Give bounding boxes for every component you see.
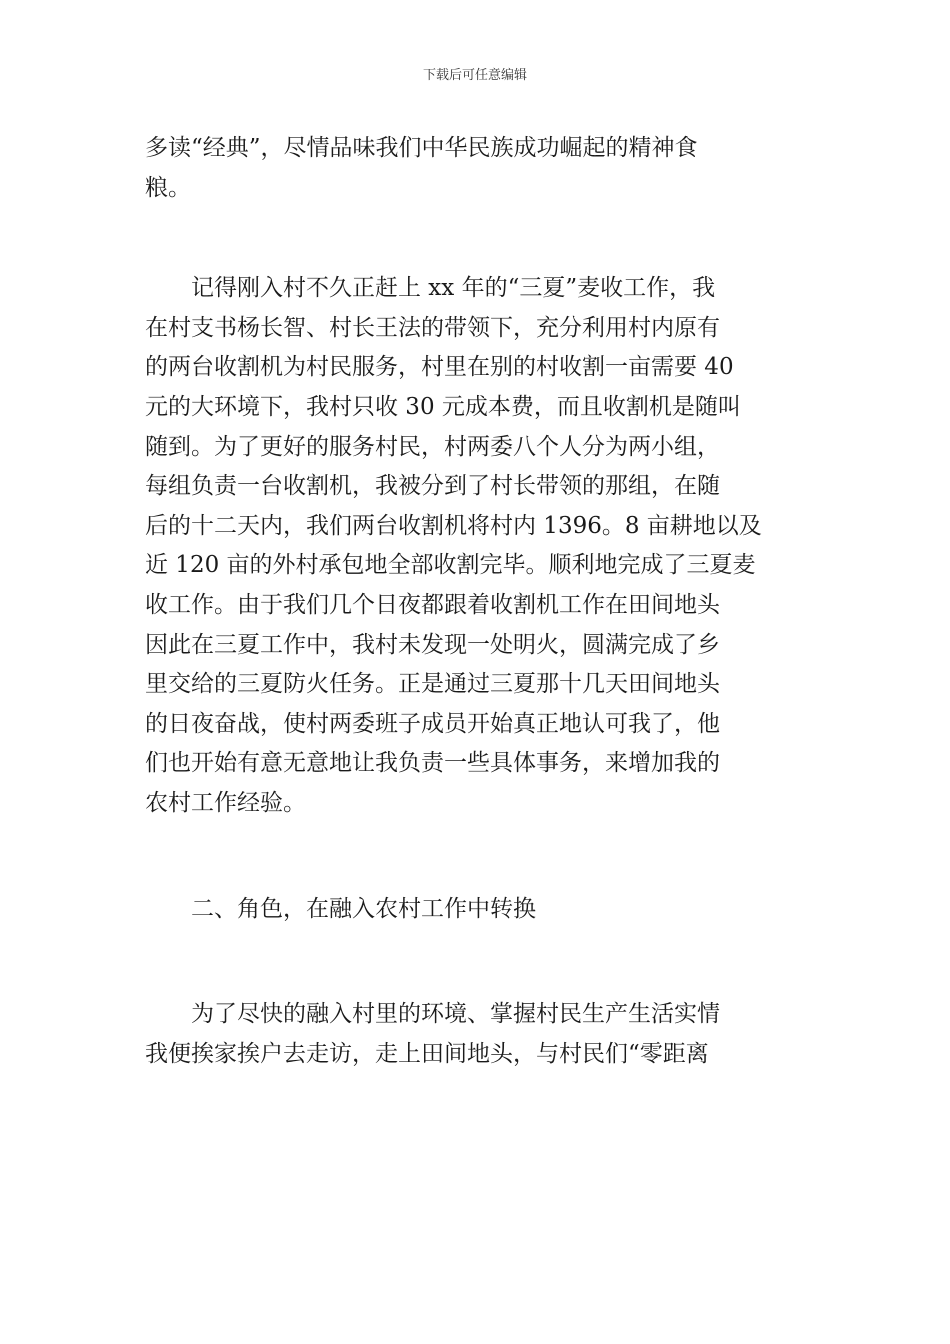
page-header: 下载后可任意编辑 (422, 68, 527, 83)
text-line: 农村工作经验。 (145, 789, 306, 816)
paragraph-gap (145, 208, 810, 269)
text-line: 近 120 亩的外村承包地全部收割完毕。顺利地完成了三夏麦 (145, 552, 756, 579)
text-line: 为了尽快的融入村里的环境、掌握村民生产生活实情 (191, 1001, 720, 1028)
text-line: 随到。为了更好的服务村民，村两委八个人分为两小组， (145, 433, 720, 460)
text-line: 的日夜奋战，使村两委班子成员开始真正地认可我了，他 (145, 710, 720, 737)
section-heading (145, 890, 810, 930)
text-line: 后的十二天内，我们两台收割机将村内 1396。8 亩耕地以及 (145, 512, 762, 539)
paragraph-1 (145, 129, 810, 208)
text-line: 记得刚入村不久正赶上 xx 年的“三夏”麦收工作，我 (191, 275, 716, 302)
text-line: 每组负责一台收割机，我被分到了村长带领的那组，在随 (145, 473, 720, 500)
text-line: 里交给的三夏防火任务。正是通过三夏那十几天田间地头 (145, 671, 720, 698)
document-body (145, 129, 810, 1074)
text-line: 多读“经典”，尽情品味我们中华民族成功崛起的精神食 (145, 135, 698, 161)
text-line: 元的大环境下，我村只收 30 元成本费，而且收割机是随叫 (145, 393, 741, 420)
paragraph-2 (145, 269, 810, 823)
text-line: 因此在三夏工作中，我村未发现一处明火，圆满完成了乡 (145, 631, 720, 658)
paragraph-3 (145, 995, 810, 1074)
text-line: 在村支书杨长智、村长王法的带领下，充分利用村内原有 (145, 314, 720, 341)
text-line: 粮。 (145, 174, 191, 201)
text-line: 的两台收割机为村民服务，村里在别的村收割一亩需要 40 (145, 354, 734, 381)
paragraph-gap (145, 929, 810, 995)
text-line: 收工作。由于我们几个日夜都跟着收割机工作在田间地头 (145, 591, 720, 618)
text-line: 我便挨家挨户去走访，走上田间地头，与村民们“零距离 (145, 1040, 709, 1067)
heading-text: 二、角色，在融入农村工作中转换 (191, 895, 536, 922)
paragraph-gap (145, 824, 810, 890)
text-line: 们也开始有意无意地让我负责一些具体事务，来增加我的 (145, 750, 720, 777)
